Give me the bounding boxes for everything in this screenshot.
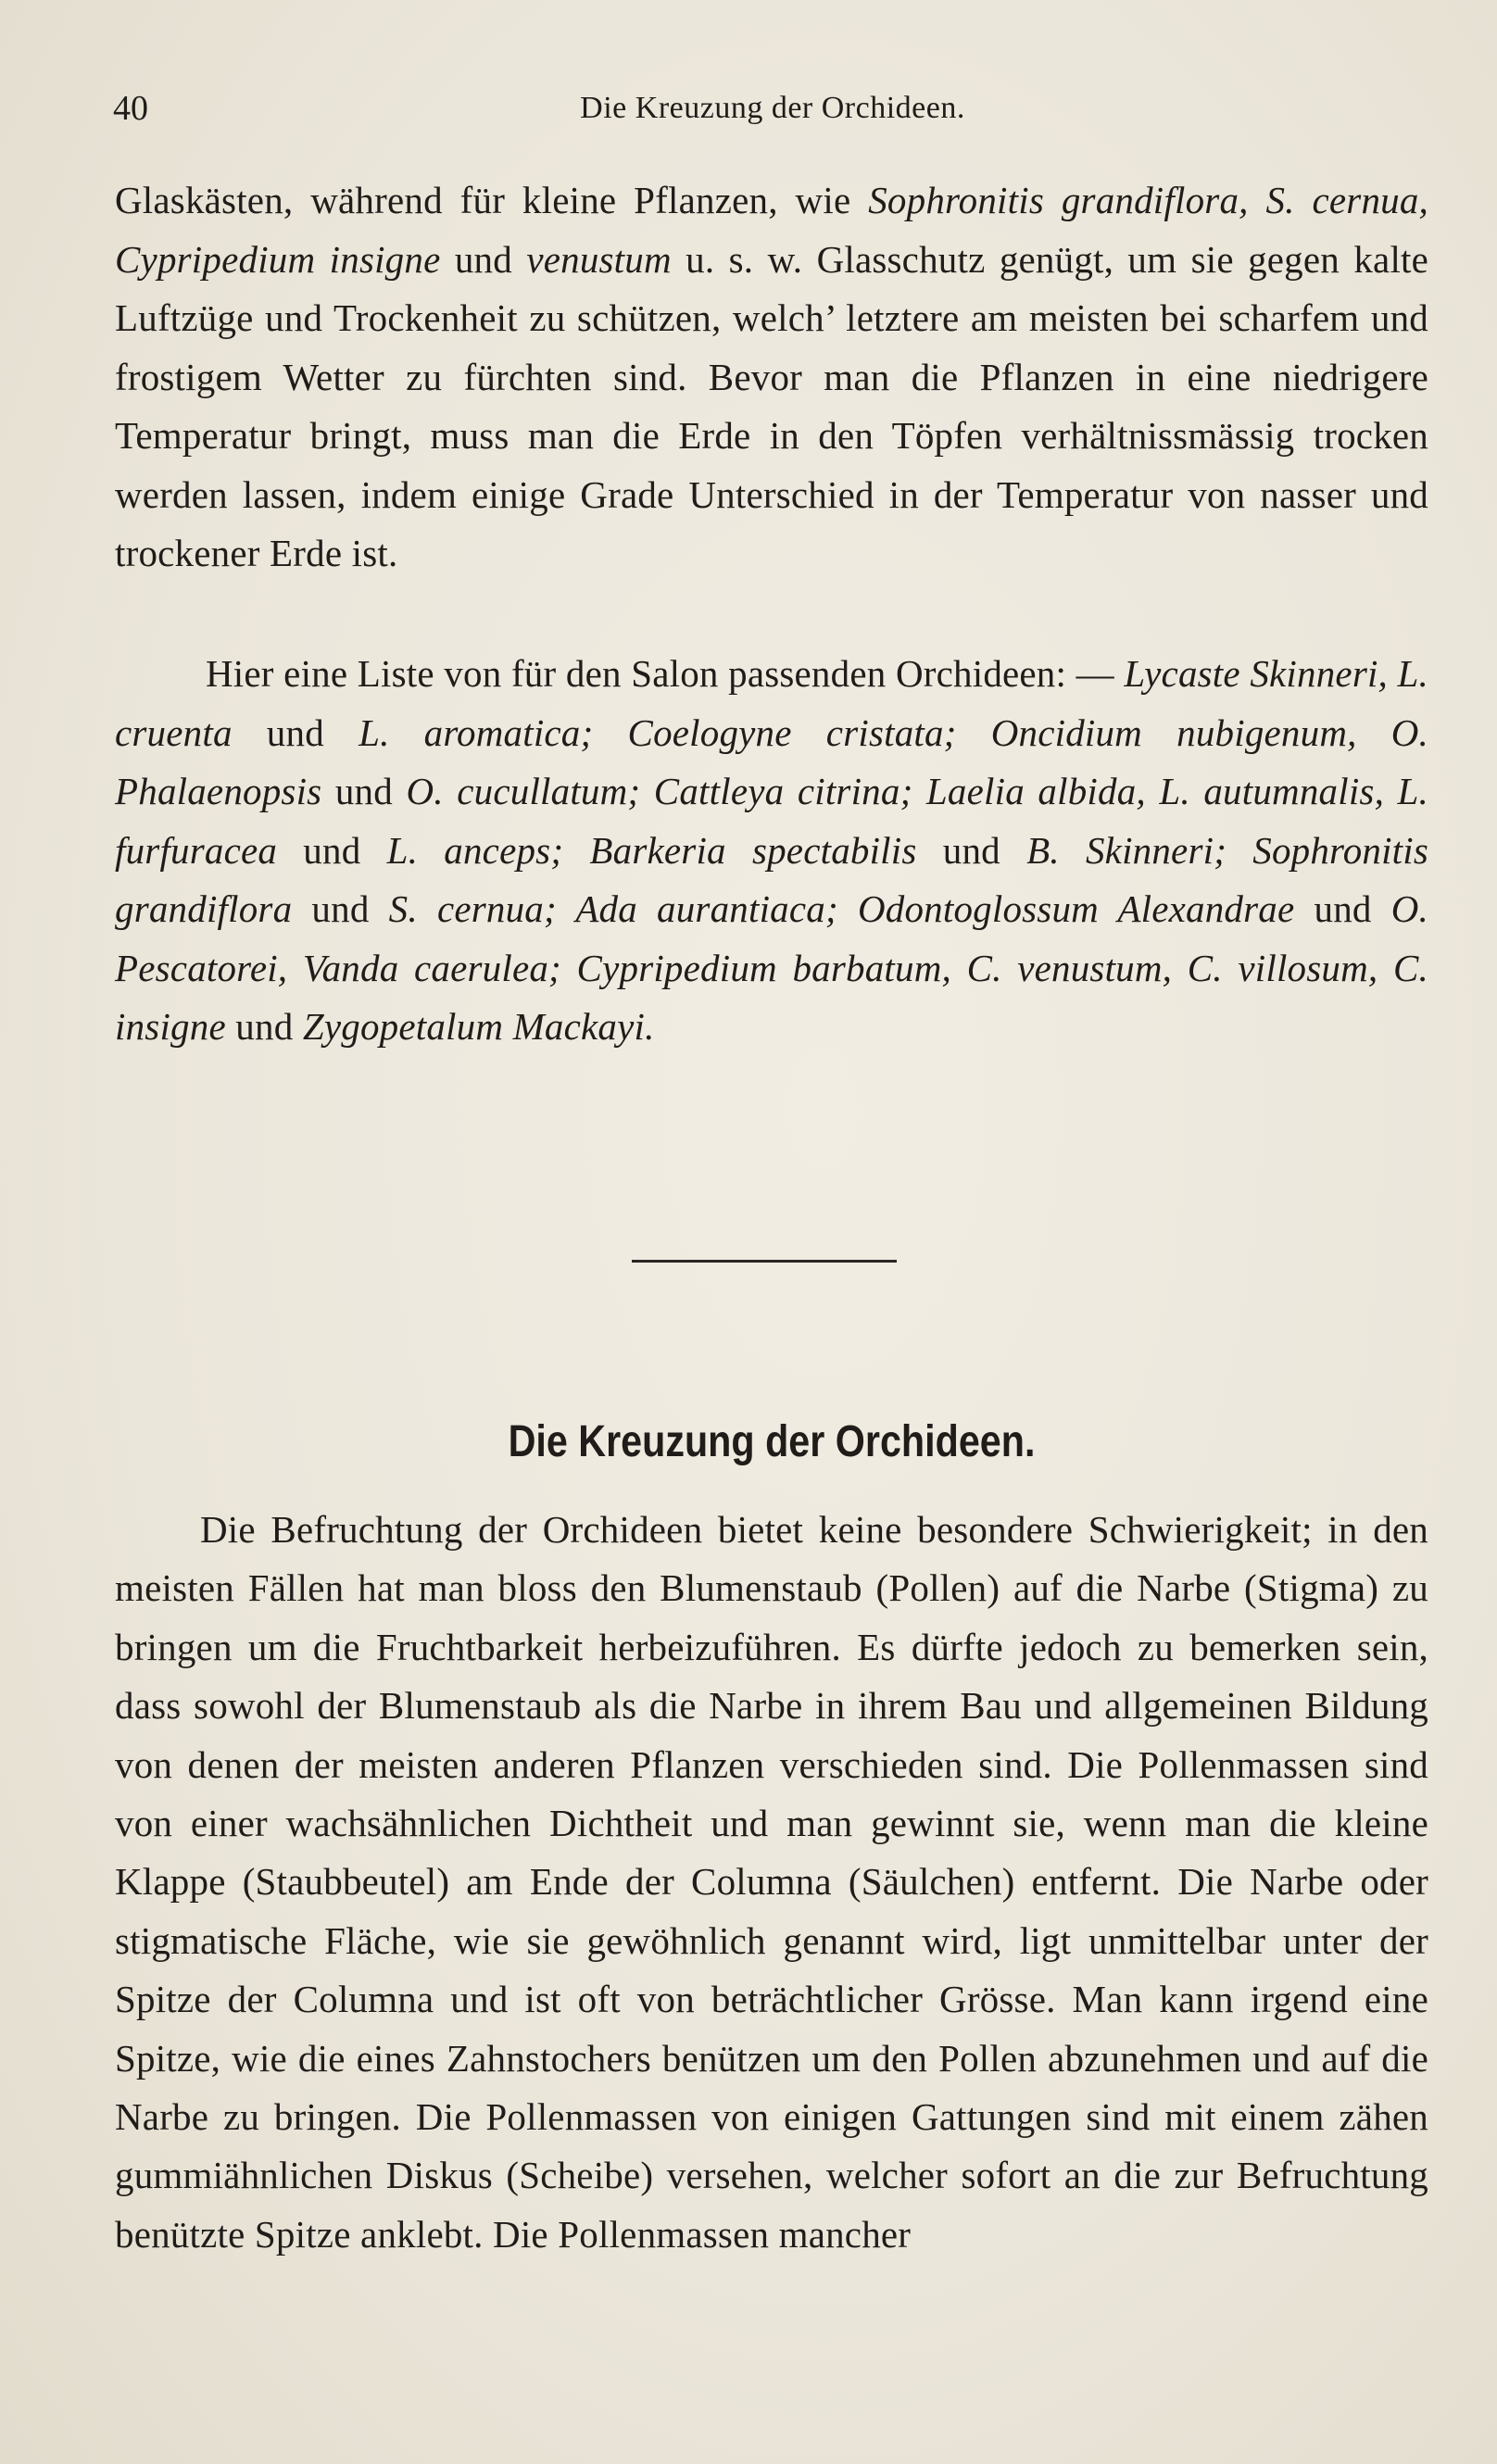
section-body: [115, 1501, 1428, 2264]
text-run: und: [440, 237, 527, 281]
paragraph-text: [115, 645, 1428, 1057]
text-run: u. s. w. Glasschutz genügt, um sie gegen kalte Luftzüge und Trockenheit zu schützen, welch’ letztere am meisten bei scharfem und frostigem Wetter zu fürchten sind. Bevor man die Pflanzen in eine niedrigere Temperatur bringt, muss man die Erde in den Töpfen verhältnissmässig trocken werden lassen, indem einige Grade Unterschied in der Temperatur von nasser und trockener Erde ist.: [115, 237, 1429, 574]
italic-run: L. aromatica; Coelogyne cristata; Oncidium nubigenum, O. Phalaenopsis: [115, 710, 1429, 812]
text-run: Glaskästen, während für kleine Pflanzen, wie: [115, 179, 869, 221]
italic-run: Zygopetalum Mackayi.: [302, 1005, 655, 1048]
italic-run: O. Pescatorei, Vanda caerulea; Cypripedium barbatum, C. venustum, C. villosum, C. insigne: [115, 887, 1428, 1048]
text-run: und: [277, 828, 387, 872]
italic-run: O. cucullatum; Cattleya citrina; Laelia albida, L. autumnalis, L. furfuracea: [115, 770, 1429, 872]
italic-run: venustum: [526, 237, 672, 281]
italic-run: Sophronitis grandiflora, S. cernua, Cypripedium insigne: [115, 179, 1428, 281]
text-run: und: [232, 710, 359, 754]
italic-run: B. Skinneri; Sophronitis grandiflora: [115, 828, 1429, 930]
section-heading: Die Kreuzung der Orchideen.: [508, 1417, 1036, 1466]
text-run: und: [292, 887, 389, 930]
paragraph-continuation: [115, 171, 1428, 584]
text-run: und: [1294, 887, 1391, 930]
text-run: und: [321, 770, 407, 812]
italic-run: Lycaste Skinneri, L. cruenta: [115, 652, 1428, 754]
page-number: 40: [113, 89, 148, 128]
italic-run: L. anceps; Barkeria spectabilis: [386, 828, 917, 872]
running-header: [113, 85, 1432, 132]
text-run: und: [916, 828, 1027, 872]
text-run: Hier eine Liste von für den Salon passenden Orchideen: —: [206, 652, 1125, 695]
paragraph-text: Die Befruchtung der Orchideen bietet keine besondere Schwierigkeit; in den meisten Fällen hat man bloss den Blumenstaub (Pollen) auf die Narbe (Stigma) zu bringen um die Fruchtbarkeit herbeizuführen. Es dürfte jedoch zu bemerken sein, dass sowohl der Blumenstaub als die Narbe in ihrem Bau und allgemeinen Bildung von denen der meisten anderen Pflanzen verschieden sind. Die Pollenmassen sind von einer wachsähnlichen Dichtheit und man gewinnt sie, wenn man die kleine Klappe (Staubbeutel) am Ende der Columna (Säulchen) entfernt. Die Narbe oder stigmatische Fläche, wie sie gewöhnlich genannt wird, ligt unmittelbar unter der Spitze der Columna und ist oft von beträchtlicher Grösse. Man kann irgend eine Spitze, wie die eines Zahnstochers benützen um den Pollen abzunehmen und auf die Narbe zu bringen. Die Pollenmassen von einigen Gattungen sind mit einem zähen gummiähnlichen Diskus (Scheibe) versehen, welcher sofort an die zur Befruchtung benützte Spitze anklebt. Die Pollenmassen mancher: [115, 1508, 1428, 2256]
italic-run: S. cernua; Ada aurantiaca; Odontoglossum Alexandrae: [388, 887, 1295, 930]
running-title: Die Kreuzung der Orchideen.: [580, 91, 965, 125]
orchid-list-paragraph: [115, 645, 1428, 1057]
text-run: und: [225, 1005, 303, 1048]
paragraph-text: [115, 171, 1428, 584]
section-divider: [632, 1260, 897, 1263]
